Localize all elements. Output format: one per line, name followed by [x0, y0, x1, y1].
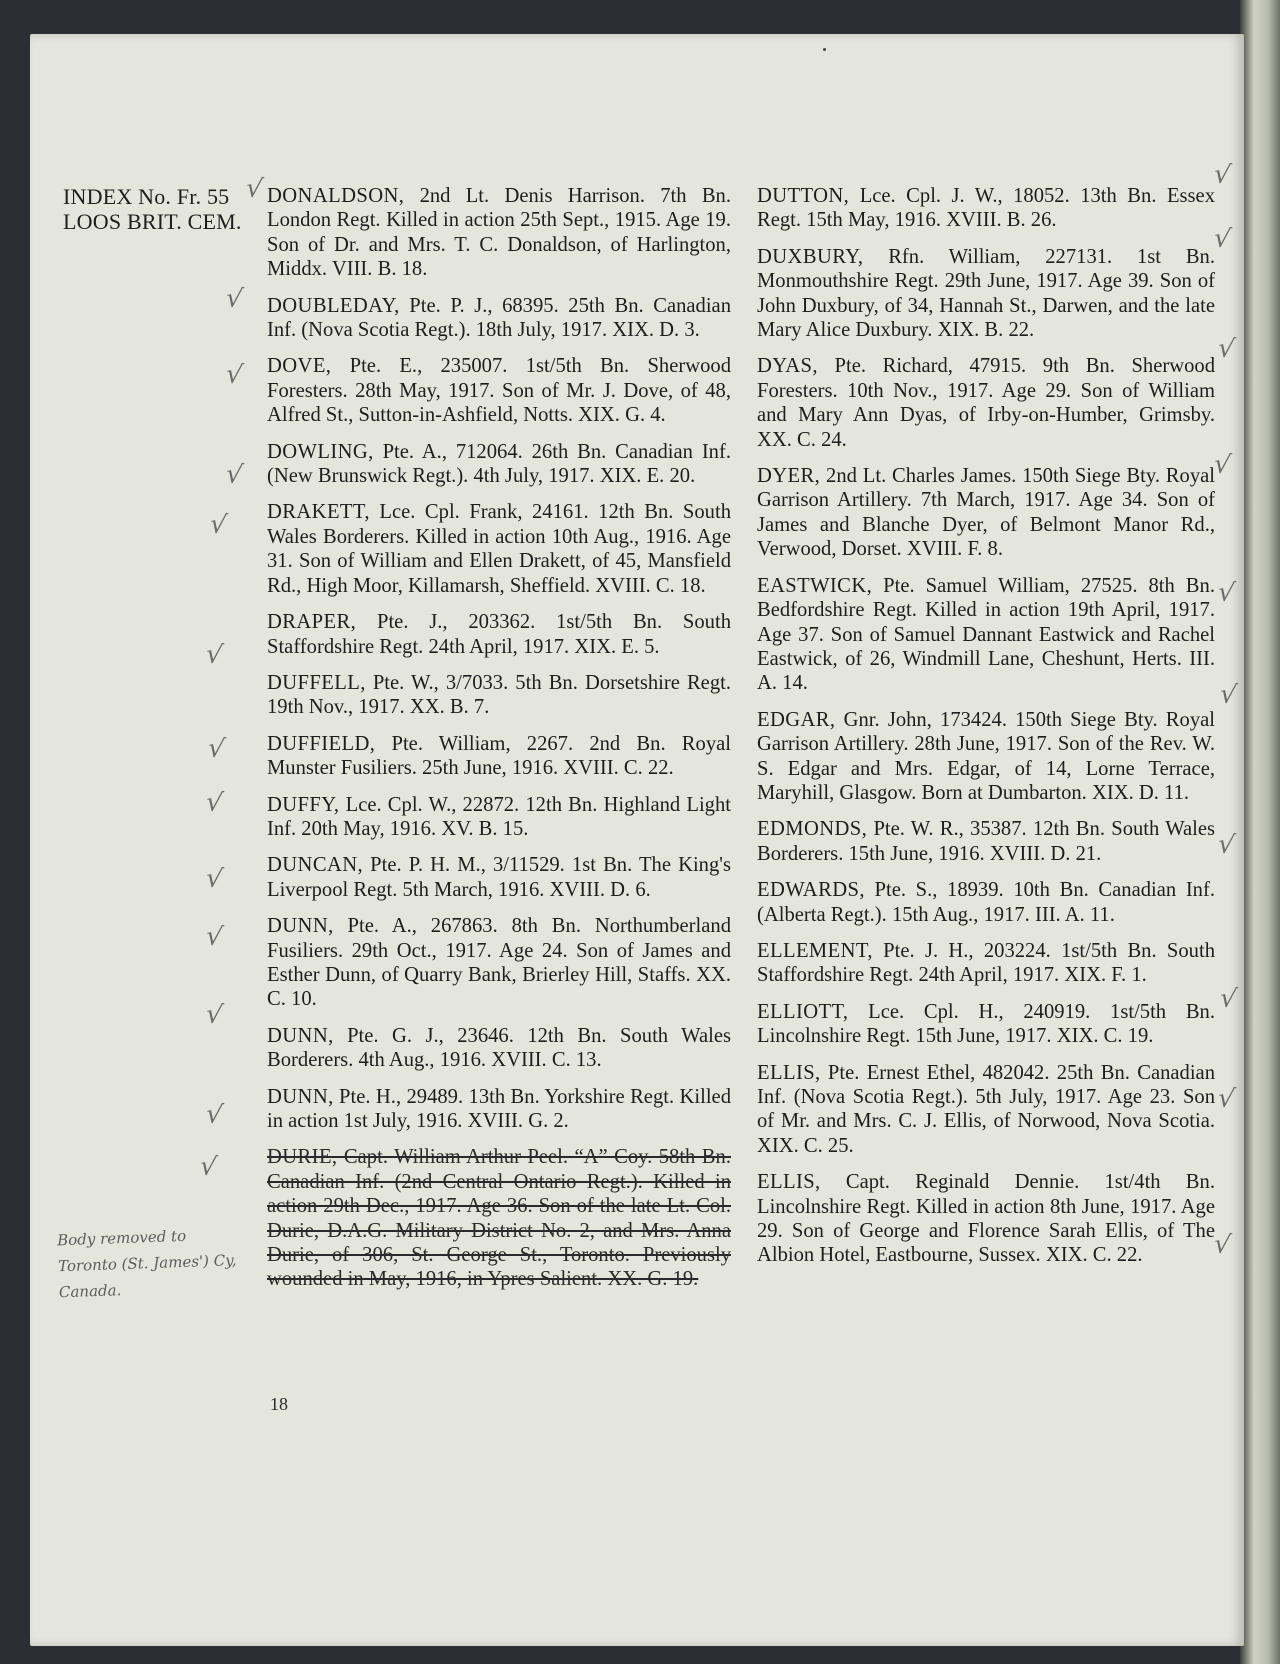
casualty-entry — [267, 793, 731, 842]
casualty-entry — [757, 245, 1215, 343]
check-mark-icon: √ — [203, 786, 225, 820]
casualty-details: Pte. P. H. M., 3/11529. 1st Bn. The King's Liverpool Regt. 5th March, 1916. XVIII. D. 6. — [267, 854, 731, 901]
check-mark-icon: √ — [205, 732, 227, 766]
handwritten-note: Body removed to Toronto (St. James') Cy, Canada. — [56, 1226, 237, 1302]
casualty-details: Lce. Cpl. H., 240919. 1st/5th Bn. Lincolnshire Regt. 15th June, 1917. XIX. C. 19. — [757, 1000, 1215, 1048]
check-mark-icon: √ — [1211, 1228, 1233, 1262]
binding-edge — [1240, 0, 1280, 1664]
left-column — [267, 184, 731, 1304]
casualty-entry — [757, 1170, 1215, 1268]
casualty-details: Capt. William Arthur Peel. “A” Coy. 58th Bn. Canadian Inf. (2nd Central Ontario Regt.). Killed in action 29th Dec., 1917. Age 36. Son of the late Lt. Col. Durie, D.A.G. Military District No. 2, and Mrs. Anna Durie, of 306, St. George St., Toronto. Previously wounded in May, 1916, in Ypres Salient. XX. G. 19. — [267, 1146, 731, 1291]
check-mark-icon: √ — [1215, 1082, 1237, 1116]
casualty-entry — [267, 671, 731, 720]
casualty-entry — [267, 610, 731, 659]
check-mark-icon: √ — [223, 282, 245, 316]
casualty-details: Rfn. William, 227131. 1st Bn. Monmouthshire Regt. 29th June, 1917. Age 39. Son of John Duxbury, of 34, Hannah St., Darwen, and the late Mary Alice Duxbury. XIX. B. 22. — [757, 245, 1215, 342]
casualty-entry — [757, 464, 1215, 562]
check-mark-icon: √ — [1215, 576, 1237, 610]
casualty-details: Pte. G. J., 23646. 12th Bn. South Wales Borderers. 4th Aug., 1916. XVIII. C. 13. — [267, 1024, 731, 1072]
casualty-entry — [267, 294, 731, 343]
casualty-name: DUNCAN, — [267, 854, 364, 877]
casualty-details: Pte. Richard, 47915. 9th Bn. Sherwood Foresters. 10th Nov., 1917. Age 29. Son of William and Mary Ann Dyas, of Irby-on-Humber, Grimsby. XX. C. 24. — [757, 355, 1215, 451]
casualty-name: DOVE, — [267, 355, 332, 378]
casualty-details: Pte. A., 267863. 8th Bn. Northumberland Fusiliers. 29th Oct., 1917. Age 24. Son of James and Esther Dunn, of Quarry Bank, Brierley Hill, Staffs. XX. C. 10. — [267, 915, 731, 1011]
casualty-entry — [267, 1085, 731, 1134]
casualty-name: ELLEMENT, — [757, 939, 873, 962]
check-mark-icon: √ — [207, 508, 229, 542]
check-mark-icon: √ — [203, 998, 225, 1032]
casualty-entry — [757, 354, 1215, 452]
index-label — [63, 184, 242, 234]
casualty-name: DOWLING, — [267, 440, 374, 463]
casualty-entry — [267, 853, 731, 902]
check-mark-icon: √ — [197, 1150, 219, 1184]
check-mark-icon: √ — [223, 358, 245, 392]
casualty-name: DRAPER, — [267, 611, 357, 634]
casualty-details: Pte. P. J., 68395. 25th Bn. Canadian Inf. (Nova Scotia Regt.). 18th July, 1917. XIX. D. 3. — [267, 294, 731, 342]
casualty-details: 2nd Lt. Charles James. 150th Siege Bty. Royal Garrison Artillery. 7th March, 1917. Age 34. Son of James and Blanche Dyer, of Belmont Manor Rd., Verwood, Dorset. XVIII. F. 8. — [757, 465, 1215, 561]
casualty-name: DYER, — [757, 465, 821, 488]
right-column — [757, 184, 1215, 1280]
casualty-details: Gnr. John, 173424. 150th Siege Bty. Royal Garrison Artillery. 28th June, 1917. Son of the Rev. W. S. Edgar and Mrs. Edgar, of 14, Lorne Terrace, Maryhill, Glasgow. Born at Dumbarton. XIX. D. 11. — [757, 708, 1215, 804]
casualty-details: Pte. William, 2267. 2nd Bn. Royal Munster Fusiliers. 25th June, 1916. XVIII. C. 22. — [267, 732, 731, 780]
page-number: 18 — [270, 1394, 288, 1414]
casualty-name: DUFFY, — [267, 793, 340, 816]
casualty-entry — [267, 1024, 731, 1073]
casualty-details: Pte. S., 18939. 10th Bn. Canadian Inf. (Alberta Regt.). 15th Aug., 1917. III. A. 11. — [757, 879, 1215, 926]
casualty-details: Pte. E., 235007. 1st/5th Bn. Sherwood Foresters. 28th May, 1917. Son of Mr. J. Dove, of 48, Alfred St., Sutton-in-Ashfield, Notts. XIX. G. 4. — [267, 355, 731, 427]
index-number: INDEX No. Fr. 55 — [63, 184, 230, 209]
casualty-details: Pte. J. H., 203224. 1st/5th Bn. South Staffordshire Regt. 24th April, 1917. XIX. F. 1. — [757, 939, 1215, 987]
check-mark-icon: √ — [1211, 158, 1233, 192]
check-mark-icon: √ — [1215, 828, 1237, 862]
casualty-entry — [757, 817, 1215, 866]
casualty-name: DONALDSON, — [267, 185, 405, 207]
check-mark-icon: √ — [203, 1098, 225, 1132]
casualty-details: Pte. J., 203362. 1st/5th Bn. South Staffordshire Regt. 24th April, 1917. XIX. E. 5. — [267, 611, 731, 658]
casualty-details: Pte. Samuel William, 27525. 8th Bn. Bedfordshire Regt. Killed in action 19th April, 1917. Age 37. Son of Samuel Dannant Eastwick and Rachel Eastwick, of 26, Windmill Lane, Cheshunt, Herts. III. A. 14. — [757, 574, 1215, 695]
casualty-entry — [757, 939, 1215, 988]
casualty-details: Pte. W. R., 35387. 12th Bn. South Wales Borderers. 15th June, 1916. XVIII. D. 21. — [757, 818, 1215, 865]
register-page — [30, 34, 1244, 1646]
casualty-name: DRAKETT, — [267, 501, 370, 524]
casualty-entry — [757, 574, 1215, 696]
casualty-entry — [267, 1145, 731, 1291]
casualty-details: 2nd Lt. Denis Harrison. 7th Bn. London Regt. Killed in action 25th Sept., 1915. Age 19. Son of Dr. and Mrs. T. C. Donaldson, of Harlington, Middx. VIII. B. 18. — [267, 185, 731, 281]
casualty-name: EDMONDS, — [757, 818, 868, 841]
check-mark-icon: √ — [1211, 222, 1233, 256]
check-mark-icon: √ — [203, 862, 225, 896]
check-mark-icon: √ — [203, 920, 225, 954]
check-mark-icon: √ — [1217, 982, 1239, 1016]
casualty-entry — [757, 878, 1215, 927]
casualty-name: DUNN, — [267, 915, 334, 938]
casualty-entry — [267, 914, 731, 1012]
casualty-name: DURIE, — [267, 1146, 338, 1169]
check-mark-icon: √ — [243, 172, 265, 206]
casualty-name: DYAS, — [757, 355, 818, 378]
check-mark-icon: √ — [203, 638, 225, 672]
casualty-entry — [267, 500, 731, 598]
casualty-details: Lce. Cpl. Frank, 24161. 12th Bn. South Wales Borderers. Killed in action 10th Aug., 1916. Age 31. Son of William and Ellen Drakett, of 45, Mansfield Rd., High Moor, Killamarsh, Sheffield. XVIII. C. 18. — [267, 501, 731, 597]
casualty-name: DUNN, — [267, 1024, 334, 1047]
casualty-name: DUXBURY, — [757, 245, 864, 268]
casualty-name: DOUBLEDAY, — [267, 294, 400, 317]
casualty-name: EASTWICK, — [757, 574, 873, 597]
casualty-name: ELLIS, — [757, 1061, 821, 1084]
casualty-entry — [267, 440, 731, 489]
casualty-name: EDWARDS, — [757, 879, 865, 902]
casualty-name: EDGAR, — [757, 708, 836, 731]
casualty-entry — [267, 732, 731, 781]
ink-dot — [823, 48, 826, 51]
casualty-details: Pte. W., 3/7033. 5th Bn. Dorsetshire Regt. 19th Nov., 1917. XX. B. 7. — [267, 671, 731, 719]
casualty-entry — [757, 708, 1215, 806]
casualty-details: Capt. Reginald Dennie. 1st/4th Bn. Lincolnshire Regt. Killed in action 8th June, 1917. Age 29. Son of George and Florence Sarah Ellis, of The Albion Hotel, Eastbourne, Sussex. XIX. C. 22. — [757, 1171, 1215, 1267]
cemetery-name: LOOS BRIT. CEM. — [63, 209, 242, 234]
casualty-details: Pte. A., 712064. 26th Bn. Canadian Inf. (New Brunswick Regt.). 4th July, 1917. XIX. E. 20. — [267, 440, 731, 488]
casualty-entry — [757, 1000, 1215, 1049]
casualty-name: DUFFIELD, — [267, 732, 376, 755]
casualty-entry — [757, 184, 1215, 233]
casualty-name: DUFFELL, — [267, 671, 366, 694]
check-mark-icon: √ — [1217, 678, 1239, 712]
casualty-name: DUNN, — [267, 1085, 334, 1108]
casualty-name: DUTTON, — [757, 185, 850, 207]
check-mark-icon: √ — [1215, 332, 1237, 366]
casualty-details: Pte. H., 29489. 13th Bn. Yorkshire Regt. Killed in action 1st July, 1916. XVIII. G. 2. — [267, 1085, 731, 1132]
casualty-name: ELLIOTT, — [757, 1000, 849, 1023]
check-mark-icon: √ — [1211, 448, 1233, 482]
check-mark-icon: √ — [223, 458, 245, 492]
casualty-details: Lce. Cpl. J. W., 18052. 13th Bn. Essex Regt. 15th May, 1916. XVIII. B. 26. — [757, 185, 1215, 232]
casualty-name: ELLIS, — [757, 1171, 821, 1194]
casualty-entry — [267, 354, 731, 427]
casualty-entry — [267, 184, 731, 282]
casualty-details: Pte. Ernest Ethel, 482042. 25th Bn. Canadian Inf. (Nova Scotia Regt.). 5th July, 1917. Age 23. Son of Mr. and Mrs. C. J. Ellis, of Norwood, Nova Scotia. XIX. C. 25. — [757, 1061, 1215, 1157]
casualty-details: Lce. Cpl. W., 22872. 12th Bn. Highland Light Inf. 20th May, 1916. XV. B. 15. — [267, 793, 731, 840]
casualty-entry — [757, 1061, 1215, 1159]
